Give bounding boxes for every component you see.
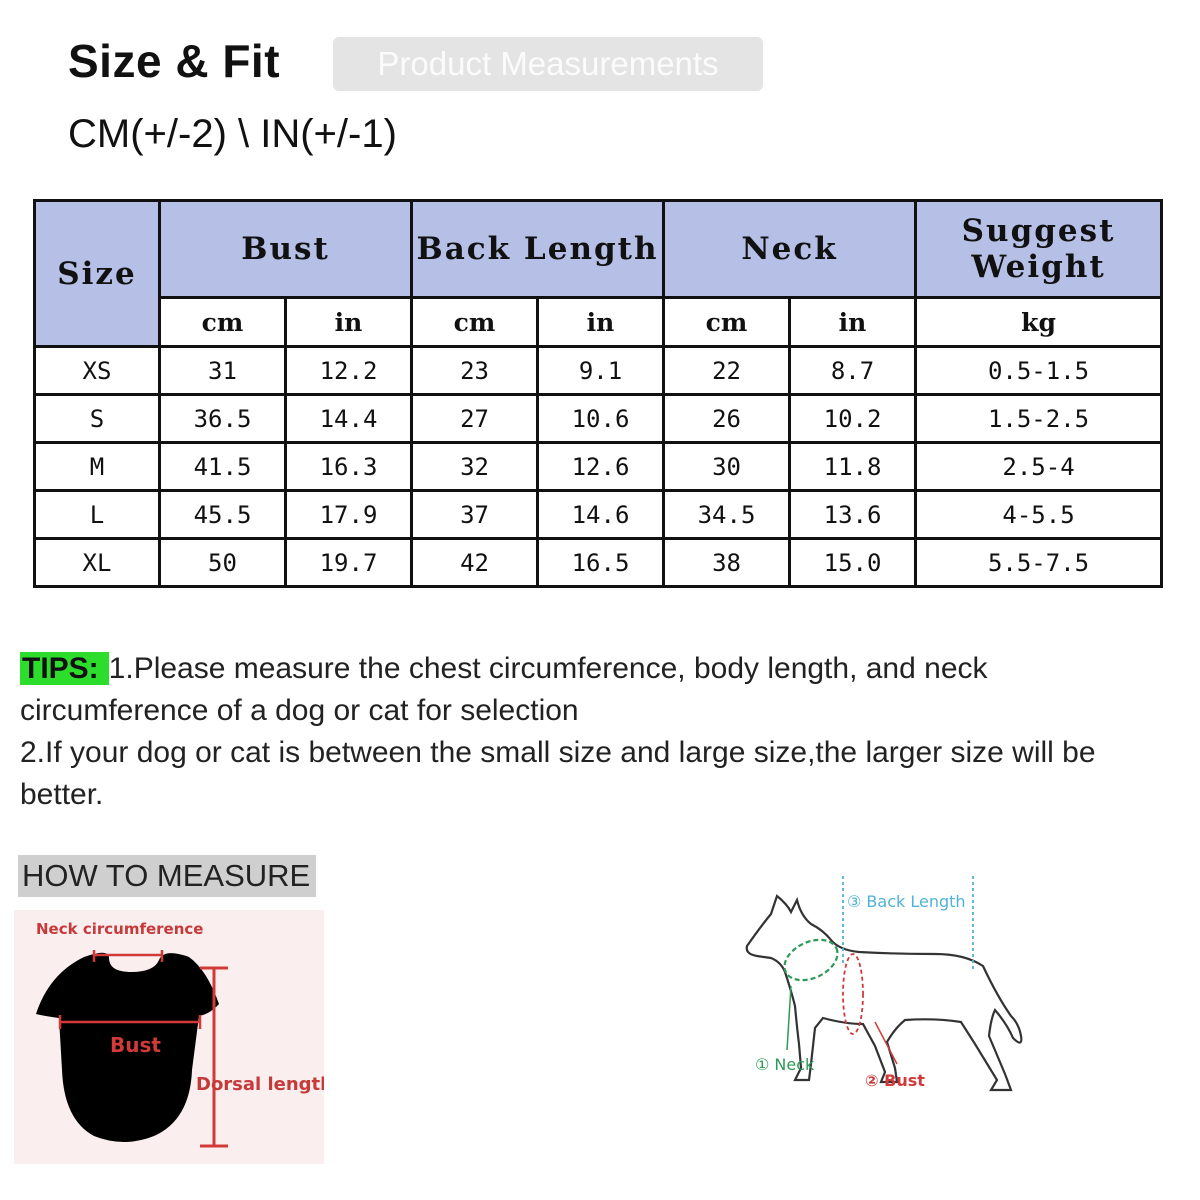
how-to-measure-heading: HOW TO MEASURE xyxy=(18,855,316,897)
header-neck: Neck xyxy=(664,201,916,298)
unit-weight-kg: kg xyxy=(916,298,1162,347)
cell-value: 37 xyxy=(412,491,538,539)
tolerance-note: CM(+/-2) \ IN(+/-1) xyxy=(68,112,397,156)
cell-value: 41.5 xyxy=(160,443,286,491)
cell-weight: 1.5-2.5 xyxy=(916,395,1162,443)
cell-size: L xyxy=(35,491,160,539)
cell-value: 14.6 xyxy=(538,491,664,539)
dog-measure-diagram xyxy=(735,868,1055,1128)
dog-svg xyxy=(735,868,1055,1128)
tips-badge: TIPS: xyxy=(20,652,109,685)
cell-value: 23 xyxy=(412,347,538,395)
cell-weight: 2.5-4 xyxy=(916,443,1162,491)
header-size: Size xyxy=(35,201,160,347)
cell-value: 30 xyxy=(664,443,790,491)
tips-section xyxy=(20,648,1170,816)
cell-value: 32 xyxy=(412,443,538,491)
cell-value: 27 xyxy=(412,395,538,443)
neck-label: ① Neck xyxy=(755,1055,815,1074)
unit-neck-in: in xyxy=(790,298,916,347)
unit-bust-in: in xyxy=(286,298,412,347)
bust-ring xyxy=(843,954,863,1034)
cell-value: 8.7 xyxy=(790,347,916,395)
cell-value: 19.7 xyxy=(286,539,412,587)
unit-back-in: in xyxy=(538,298,664,347)
cell-size: XL xyxy=(35,539,160,587)
unit-back-cm: cm xyxy=(412,298,538,347)
size-chart-table xyxy=(33,199,1163,588)
cell-value: 12.2 xyxy=(286,347,412,395)
header-suggest-weight: Suggest Weight xyxy=(916,201,1162,298)
cell-size: S xyxy=(35,395,160,443)
cell-weight: 0.5-1.5 xyxy=(916,347,1162,395)
tip-1: 1.Please measure the chest circumference, body length, and neck circumference of a dog or cat for selection xyxy=(20,652,988,727)
cell-value: 36.5 xyxy=(160,395,286,443)
cell-value: 50 xyxy=(160,539,286,587)
table-row xyxy=(35,443,1162,491)
back-length-label: ③ Back Length xyxy=(847,892,966,911)
unit-bust-cm: cm xyxy=(160,298,286,347)
cell-value: 26 xyxy=(664,395,790,443)
table-row xyxy=(35,539,1162,587)
table-row xyxy=(35,395,1162,443)
cell-value: 10.6 xyxy=(538,395,664,443)
cell-value: 16.5 xyxy=(538,539,664,587)
cell-value: 14.4 xyxy=(286,395,412,443)
cell-value: 15.0 xyxy=(790,539,916,587)
cell-value: 12.6 xyxy=(538,443,664,491)
cell-value: 34.5 xyxy=(664,491,790,539)
bust-label-dog: ② Bust xyxy=(865,1071,925,1090)
shirt-measure-diagram xyxy=(14,910,324,1164)
cell-value: 22 xyxy=(664,347,790,395)
dorsal-length-label: Dorsal length xyxy=(196,1074,324,1095)
page-title: Size & Fit xyxy=(68,35,281,87)
tip-2: 2.If your dog or cat is between the small size and large size,the larger size will be better. xyxy=(20,736,1096,811)
cell-value: 10.2 xyxy=(790,395,916,443)
unit-neck-cm: cm xyxy=(664,298,790,347)
bust-label: Bust xyxy=(110,1033,161,1057)
shirt-svg xyxy=(14,910,324,1164)
cell-value: 17.9 xyxy=(286,491,412,539)
header-back-length: Back Length xyxy=(412,201,664,298)
table-row xyxy=(35,347,1162,395)
table-row xyxy=(35,491,1162,539)
cell-value: 38 xyxy=(664,539,790,587)
cell-value: 31 xyxy=(160,347,286,395)
cell-size: XS xyxy=(35,347,160,395)
cell-value: 11.8 xyxy=(790,443,916,491)
cell-value: 9.1 xyxy=(538,347,664,395)
cell-weight: 5.5-7.5 xyxy=(916,539,1162,587)
cell-value: 16.3 xyxy=(286,443,412,491)
product-measurements-badge: Product Measurements xyxy=(333,37,763,91)
cell-weight: 4-5.5 xyxy=(916,491,1162,539)
cell-size: M xyxy=(35,443,160,491)
neck-circumference-label: Neck circumference xyxy=(36,920,204,938)
cell-value: 42 xyxy=(412,539,538,587)
cell-value: 45.5 xyxy=(160,491,286,539)
header-bust: Bust xyxy=(160,201,412,298)
cell-value: 13.6 xyxy=(790,491,916,539)
